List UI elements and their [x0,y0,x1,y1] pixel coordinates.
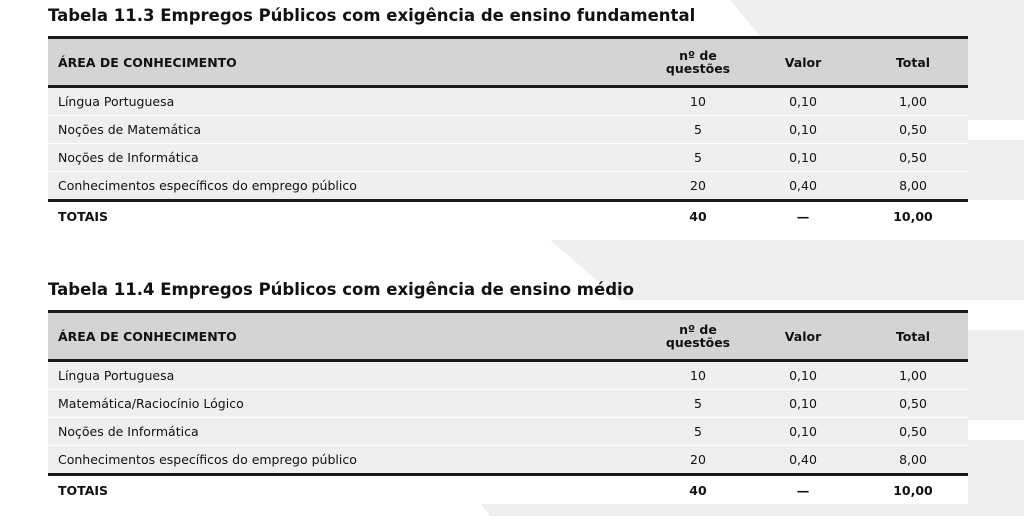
cell-questions: 20 [690,452,706,467]
totals-label: TOTAIS [58,208,109,224]
cell-questions: 5 [694,396,702,411]
cell-total: 8,00 [899,178,927,193]
header-area: ÁREA DE CONHECIMENTO [58,328,237,344]
cell-value: 0,10 [789,94,817,109]
header-questions-line2: questões [665,61,731,76]
cell-value: 0,40 [789,452,817,467]
cell-area: Conhecimentos específicos do emprego público [58,178,357,193]
table-row [48,144,968,172]
cell-value: 0,10 [789,396,817,411]
cell-total: 0,50 [899,396,927,411]
header-questions [648,38,748,87]
table-row [48,87,968,116]
cell-value: 0,10 [789,368,817,383]
scores-table-medio [48,310,968,504]
cell-area: Matemática/Raciocínio Lógico [58,396,244,411]
cell-total: 1,00 [899,94,927,109]
header-questions-line1: nº de [679,322,717,337]
totals-questions: 40 [689,208,707,224]
cell-value: 0,10 [789,122,817,137]
cell-area: Noções de Matemática [58,122,202,137]
table-row [48,446,968,475]
cell-value: 0,40 [789,178,817,193]
cell-area: Língua Portuguesa [58,368,175,383]
cell-total: 0,50 [899,122,927,137]
table-header-row [48,312,968,361]
totals-row [48,201,968,231]
header-total: Total [895,54,931,70]
table-title: Tabela 11.4 Empregos Públicos com exigência de ensino médio [48,280,634,299]
table-row [48,390,968,418]
header-questions-line2: questões [665,335,731,350]
cell-area: Noções de Informática [58,150,199,165]
cell-total: 8,00 [899,452,927,467]
table-section-medio [48,278,968,504]
table-section-fundamental [48,4,968,230]
header-questions [648,312,748,361]
table-header-row [48,38,968,87]
totals-total: 10,00 [893,482,933,498]
totals-row [48,475,968,505]
header-value: Valor [784,328,822,344]
cell-total: 1,00 [899,368,927,383]
cell-total: 0,50 [899,424,927,439]
header-area: ÁREA DE CONHECIMENTO [58,54,237,70]
cell-area: Conhecimentos específicos do emprego público [58,452,357,467]
totals-label: TOTAIS [58,482,109,498]
cell-questions: 10 [690,368,706,383]
cell-area: Língua Portuguesa [58,94,175,109]
table-row [48,361,968,390]
totals-value: — [796,482,810,498]
table-row [48,116,968,144]
cell-questions: 5 [694,122,702,137]
table-row [48,418,968,446]
totals-total: 10,00 [893,208,933,224]
totals-value: — [796,208,810,224]
cell-questions: 10 [690,94,706,109]
cell-value: 0,10 [789,150,817,165]
cell-area: Noções de Informática [58,424,199,439]
table-title: Tabela 11.3 Empregos Públicos com exigência de ensino fundamental [48,6,696,25]
table-row [48,172,968,201]
cell-value: 0,10 [789,424,817,439]
cell-questions: 5 [694,150,702,165]
totals-questions: 40 [689,482,707,498]
header-questions-line1: nº de [679,48,717,63]
cell-total: 0,50 [899,150,927,165]
cell-questions: 20 [690,178,706,193]
cell-questions: 5 [694,424,702,439]
header-value: Valor [784,54,822,70]
header-total: Total [895,328,931,344]
scores-table-fundamental [48,36,968,230]
